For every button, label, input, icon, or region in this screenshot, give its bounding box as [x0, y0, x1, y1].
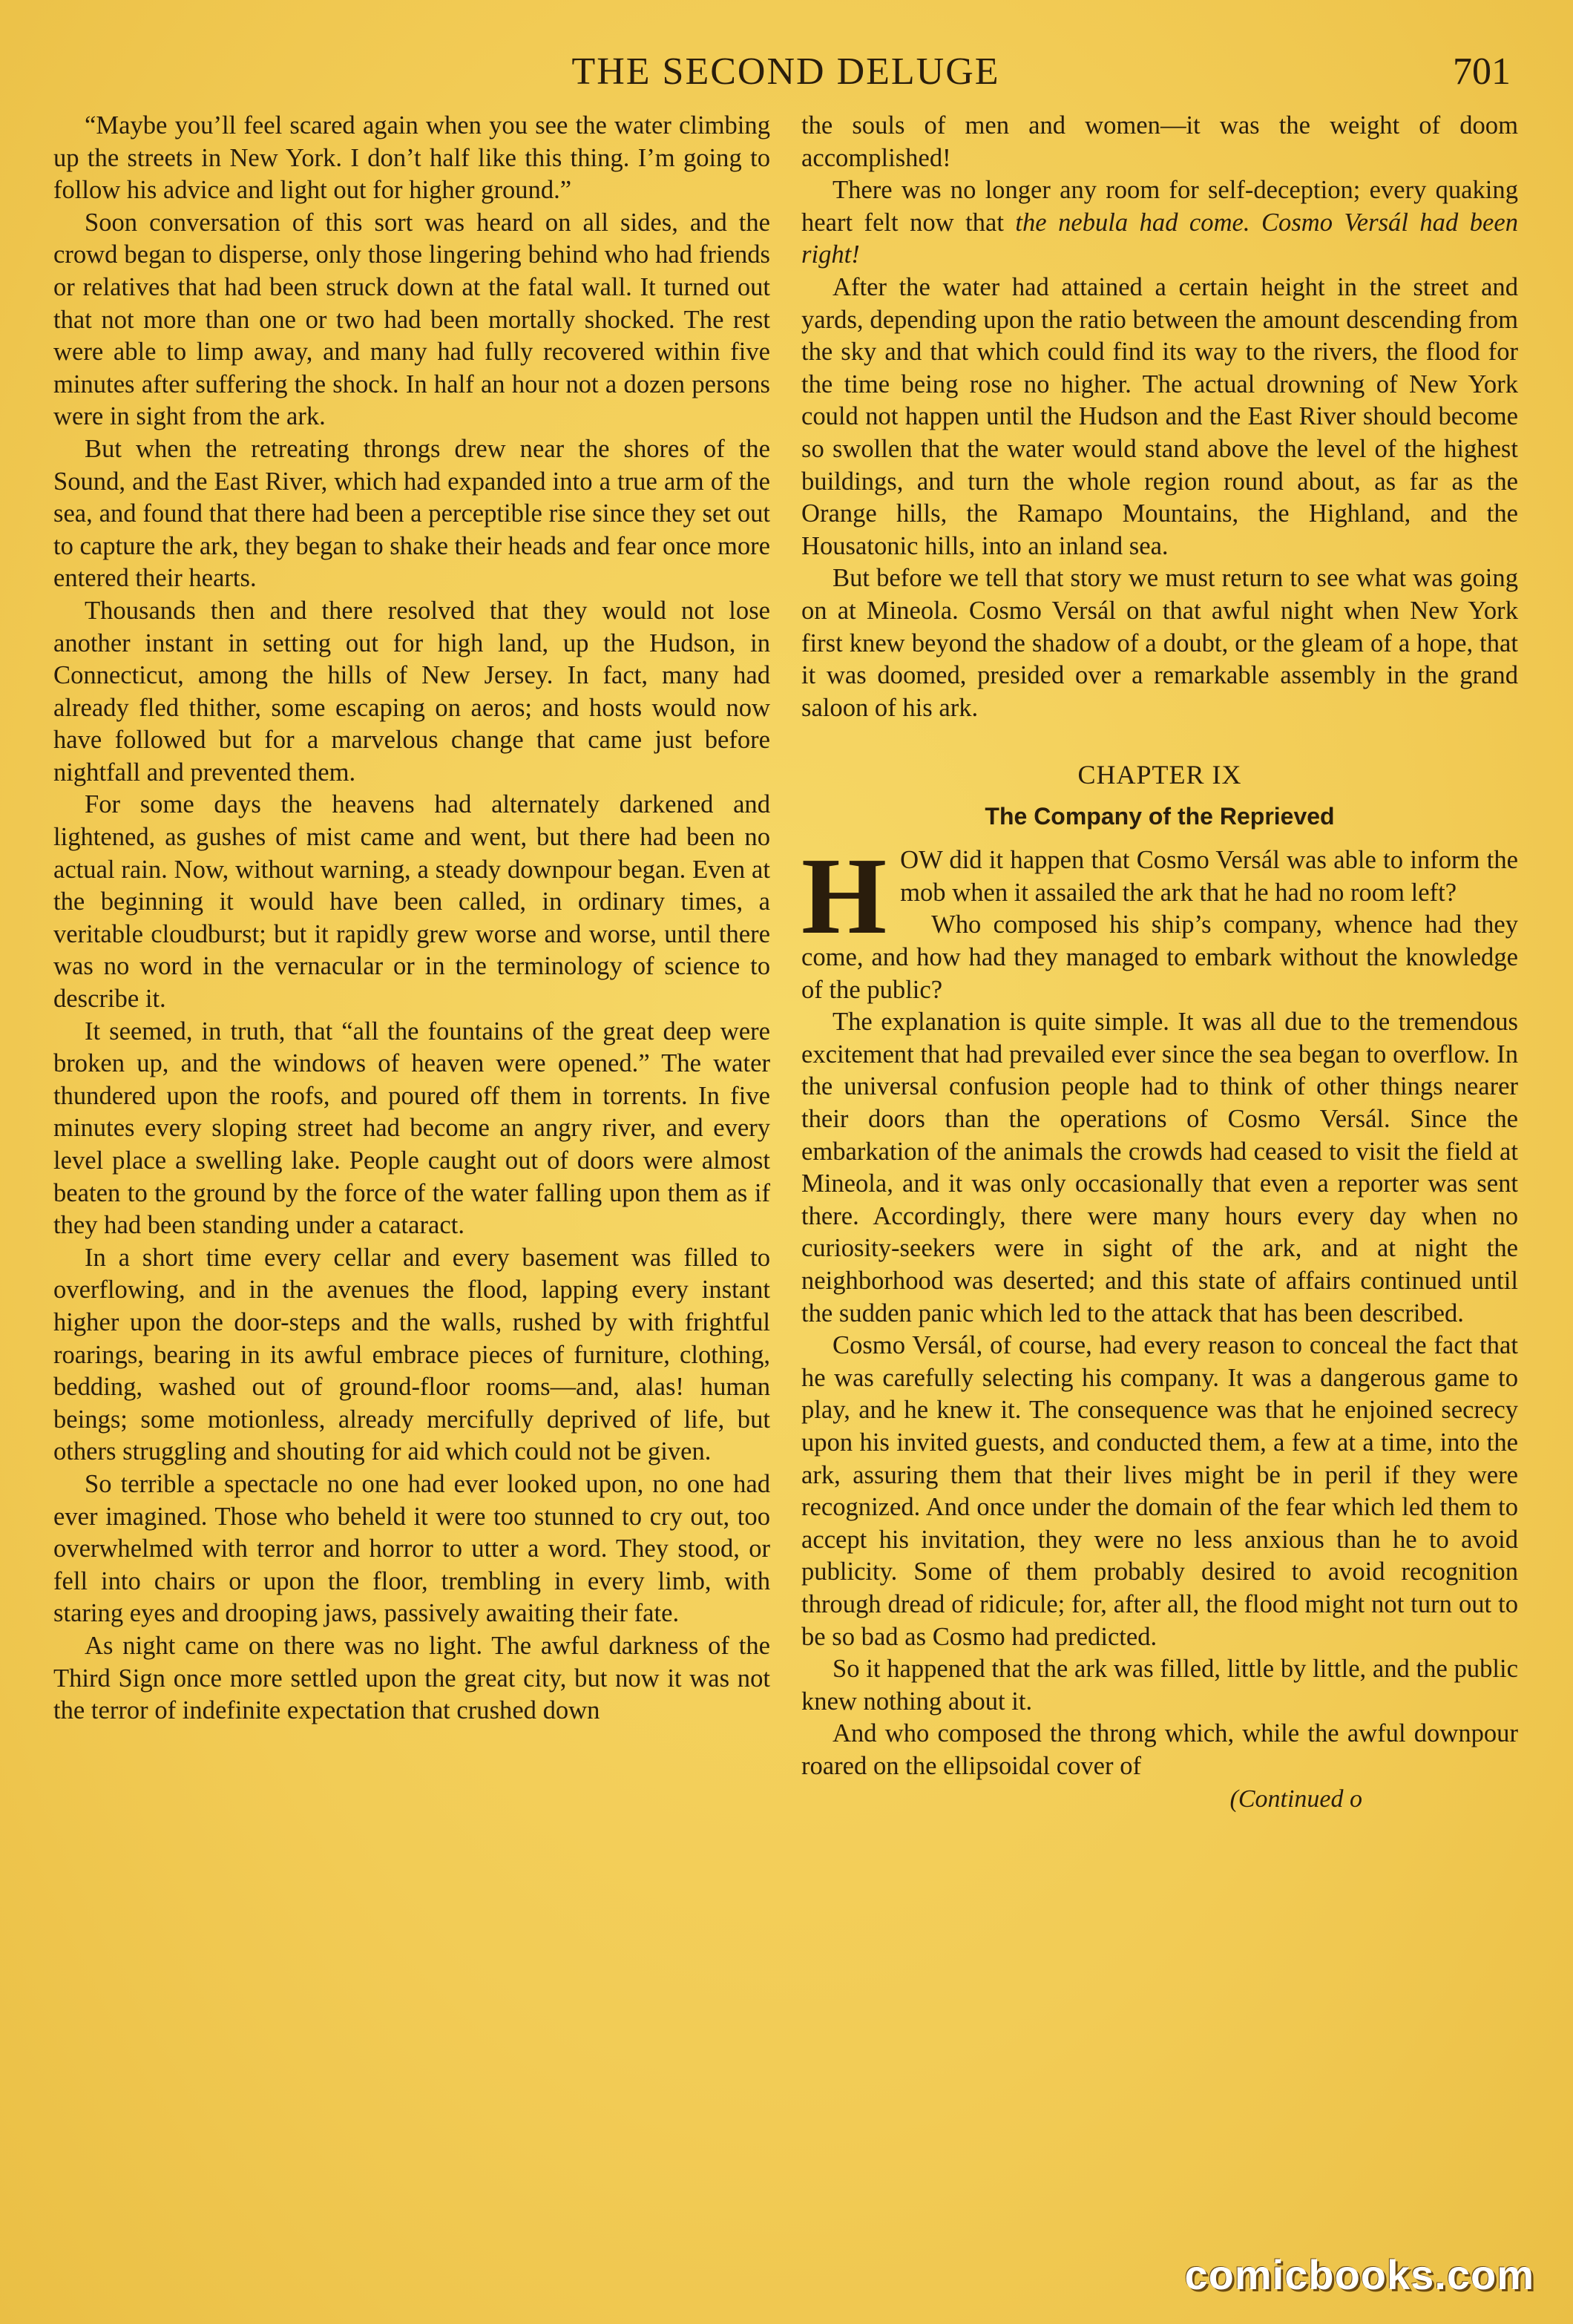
right-column [801, 110, 1518, 1816]
paragraph: Cosmo Versál, of course, had every reason to conceal the fact that he was carefully selecting his company. It was a dangerous game to play, and he knew it. The consequence was that he enjoined secrecy upon his invited guests, and conducted them, a few at a time, into the ark, assuring them that their lives might be in peril if they were recognized. And once under the domain of the fear which led them to accept his invitation, they were no less anxious than he to avoid publicity. Some of them probably desired to avoid recognition through dread of ridicule; for, after all, the flood might not turn out to be so bad as Cosmo had predicted. [801, 1331, 1518, 1651]
paragraph: Soon conversation of this sort was heard on all sides, and the crowd began to disperse, only those lingering behind who had friends or relatives that had been struck down at the fatal wall. It turned out that not more than one or two had been mortally shocked. The rest were able to limp away, and many had fully recovered within five minutes after suffering the shock. In half an hour not a dozen persons were in sight from the ark. [53, 208, 770, 431]
paragraph: The explanation is quite simple. It was all due to the tremendous excitement that had prevailed ever since the sea began to overflow. In the universal confusion people had to think of other things nearer their doors than the operations of Cosmo Versál. Since the embarkation of the animals the crowds had ceased to visit the field at Mineola, and it was only occasionally that even a reporter was sent there. Accordingly, there were many hours every day when no curiosity-seekers were in sight of the ark, and at night the neighborhood was deserted; and this state of affairs continued until the sudden panic which led to the attack that has been described. [801, 1008, 1518, 1327]
drop-cap: H [801, 836, 887, 958]
paragraph: Thousands then and there resolved that they would not lose another instant in setting out for high land, up the Hudson, in Connecticut, among the hills of New Jersey. In fact, many had already fled thither, some escaping on aeros; and hosts would now have followed but for a marvelous change that came just before nightfall and prevented them. [53, 596, 770, 787]
paragraph: But before we tell that story we must return to see what was going on at Mineola. Cosmo Versál on that awful night when New York first knew beyond the shadow of a doubt, or the gleam of a hope, that it was doomed, presided over a remarkable assembly in the grand saloon of his ark. [801, 564, 1518, 722]
emphasis-text: the nebula had come. Cosmo Versál had been right! [801, 208, 1518, 269]
paragraph-continuation: the souls of men and women—it was the weight of doom accomplished! [801, 111, 1518, 172]
page-header [53, 46, 1518, 98]
paragraph-text: There was no longer any room for self-deception; every quaking heart felt now that [801, 176, 1518, 237]
text-columns [53, 110, 1518, 1816]
paragraph: But when the retreating throngs drew near the shores of the Sound, and the East River, which had expanded into a true arm of the sea, and found that there had been a perceptible rise since they set out to capture the ark, they began to shake their heads and fear once more entered their hearts. [53, 434, 770, 593]
left-column [53, 110, 770, 1816]
site-watermark: comicbooks.com [1184, 2251, 1534, 2298]
paragraph: It seemed, in truth, that “all the fountains of the great deep were broken up, and the windows of heaven were opened.” The water thundered upon the roofs, and poured off them in torrents. In five minutes every sloping street had become an angry river, and every level place a swelling lake. People caught out of doors were almost beaten to the ground by the force of the water falling upon them as if they had been standing under a cataract. [53, 1017, 770, 1240]
paragraph: So terrible a spectacle no one had ever looked upon, no one had ever imagined. Those who beheld it were too stunned to cry out, too overwhelmed with terror and horror to utter a word. They stood, or fell into chairs or upon the floor, trembling in every limb, with staring eyes and drooping jaws, passively awaiting their fate. [53, 1469, 770, 1628]
page-number: 701 [1453, 50, 1511, 93]
chapter-title: The Company of the Reprieved [985, 803, 1335, 830]
paragraph-text: OW did it happen that Cosmo Versál was able to inform the mob when it assailed the ark that he had no room left? [900, 846, 1518, 907]
paragraph: And who composed the throng which, while the awful downpour roared on the ellipsoidal cover of [801, 1719, 1518, 1780]
running-title: THE SECOND DELUGE [571, 50, 1000, 93]
paragraph: In a short time every cellar and every basement was filled to overflowing, and in the avenues the flood, lapping every instant higher upon the door-steps and the walls, rushed by with frightful roarings, bearing in its awful embrace pieces of furniture, clothing, bedding, washed out of ground-floor rooms—and, alas! human beings; some motionless, already mercifully deprived of life, but others struggling and shouting for aid which could not be given. [53, 1243, 770, 1466]
paragraph: As night came on there was no light. The awful darkness of the Third Sign once more settled upon the great city, but now it was not the terror of indefinite expectation that crushed down [53, 1631, 770, 1725]
paragraph: So it happened that the ark was filled, little by little, and the public knew nothing about it. [801, 1655, 1518, 1716]
paragraph: “Maybe you’ll feel scared again when you see the water climbing up the streets in New York. I don’t half like this thing. I’m going to follow his advice and light out for higher ground.” [53, 111, 770, 205]
paragraph [801, 174, 1518, 272]
chapter-heading: CHAPTER IX [1077, 760, 1242, 790]
paragraph: Who composed his ship’s company, whence had they come, and how had they managed to embark without the knowledge of the public? [801, 910, 1518, 1004]
paragraph: For some days the heavens had alternately darkened and lightened, as gushes of mist came and went, but there had been no actual rain. Now, without warning, a steady downpour began. Even at the beginning it would have been called, in ordinary times, a veritable cloudburst; but it rapidly grew worse and worse, until there was no word in the vernacular or in the terminology of science to describe it. [53, 790, 770, 1014]
continued-note: (Continued o [1229, 1785, 1362, 1813]
paragraph: After the water had attained a certain height in the street and yards, depending upon the ratio between the amount descending from the sky and that which could find its way to the rivers, the flood for the time being rose no higher. The actual drowning of New York could not happen until the Hudson and the East River should become so swollen that the water would stand above the level of the highest buildings, and turn the whole region round about, as far as the Orange hills, the Ramapo Mountains, the Highland, and the Housatonic hills, into an inland sea. [801, 272, 1518, 560]
